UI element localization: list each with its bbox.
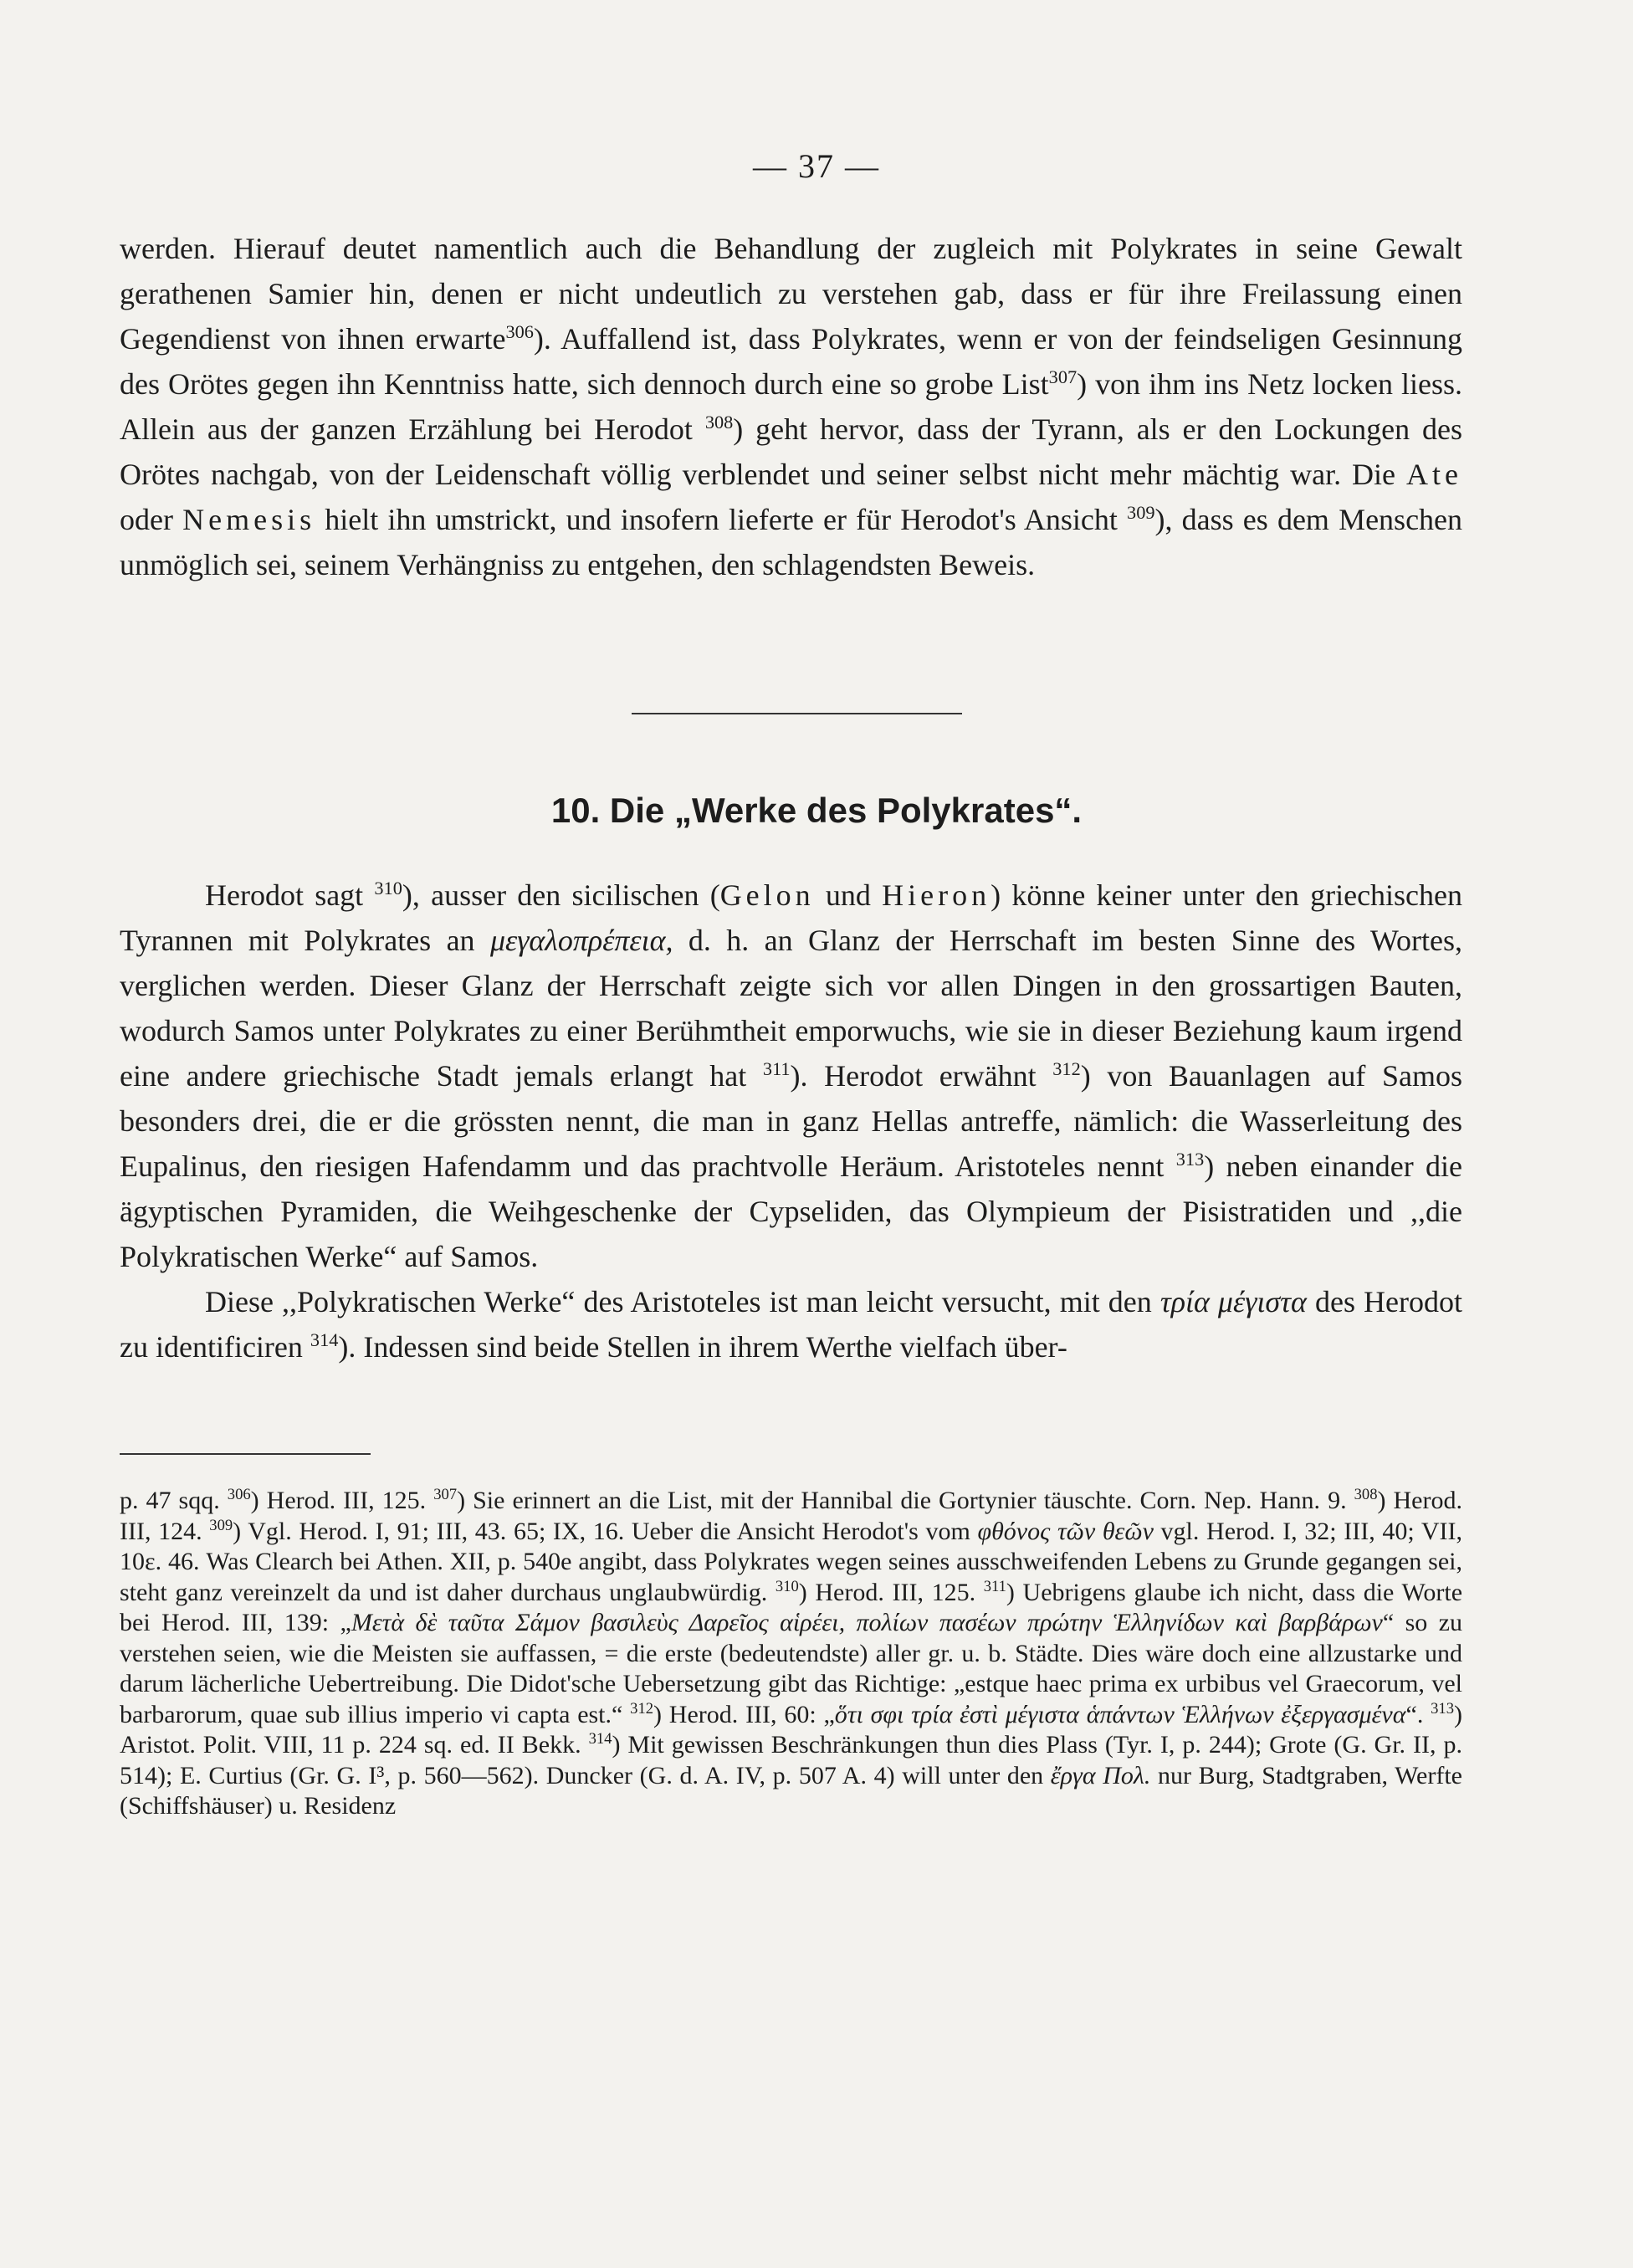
text-run: ), dass es dem Menschen unmöglich sei, seinem Verhängniss zu entgehen, den schlagendsten Beweis. (120, 503, 1463, 581)
text-run: des Herodot zu identificiren (120, 1285, 1462, 1364)
footnote-text (120, 1486, 1462, 1822)
text-run: ) Sie erinnert an die List, mit der Hannibal die Gortynier täuschte. Corn. Nep. Hann. 9. (457, 1487, 1347, 1514)
footnote-ref-313: 313 (1175, 1149, 1205, 1170)
text-run: werden. Hierauf deutet namentlich auch die Behandlung der zugleich mit Polykrates in seine Gewalt gerathenen Samier hin, denen er nicht undeutlich zu verstehen gab, dass er für ihre Freilassung einen Gegendienst von ihnen erwarte (120, 232, 1462, 356)
text-run: ) geht hervor, dass der Tyrann, als er den Lockungen des Orötes nachgab, von der Leidenschaft völlig verblendet und seiner selbst nicht mehr mächtig war. Die (120, 412, 1463, 491)
text-run: Herodot sagt (205, 878, 364, 912)
paragraph-herodot-sagt (120, 873, 1462, 1279)
text-run: ) Herod. III, 125. (798, 1578, 976, 1606)
footnote-number: 307 (433, 1486, 458, 1503)
section-heading: 10. Die „Werke des Polykrates“. (550, 791, 1083, 830)
footnote-ref-306: 306 (505, 321, 534, 342)
text-run: nur Burg, Stadtgraben, Werfte (Schiffshäuser) u. Residenz (120, 1761, 1462, 1820)
text-run: ) neben einander die ägyptischen Pyramiden, die Weihgeschenke der Cypseliden, das Olympieum der Pisistratiden und ,,die Polykratischen Werke“ auf Samos. (120, 1149, 1462, 1273)
section-separator-rule (632, 713, 962, 714)
text-run: hielt ihn umstrickt, und insofern lieferte er für Herodot's Ansicht (325, 503, 1118, 536)
footnote-number: 308 (1354, 1486, 1378, 1503)
paragraph-diese (120, 1279, 1462, 1370)
text-run: “ so zu verstehen seien, wie die Meisten sie auffassen, = die erste (bedeutendste) aller gr. u. b. Städte. Dies wäre doch eine allzustarke und darum lächerliche Uebertreibung. Die Didot'sche Uebersetzung gibt das Richtige: „estque haec prima ex urbibus vel Graecorum, vel barbarorum, quae sub illius imperio vi capta est.“ (120, 1609, 1462, 1728)
footnote-number: 314 (588, 1730, 612, 1748)
greek-term: τρία μέγιστα (1159, 1285, 1307, 1318)
footnote-ref-310: 310 (374, 878, 402, 898)
text-run: ) Aristot. Polit. VIII, 11 p. 224 sq. ed. II Bekk. (120, 1700, 1463, 1759)
greek-term: μεγαλοπρέπεια, (489, 924, 673, 957)
spaced-term-ate: Ate (1406, 458, 1462, 491)
text-run: vgl. Herod. I, 32; III, 40; VII, 10ε. 46. Was Clearch bei Athen. XII, p. 540e angibt, dass Polykrates wegen seines ausschweifenden Lebens zu Grunde gegangen sei, steht ganz vereinzelt da und ist daher durchaus unglaubwürdig. (120, 1517, 1462, 1606)
text-run: d. h. an Glanz der Herrschaft im besten Sinne des Wortes, verglichen werden. Dieser Glanz der Herrschaft zeigte sich vor allen Dingen in den grossartigen Bauten, wodurch Samos unter Polykrates zu einer Berühmtheit emporwuchs, wie sie in dieser Beziehung kaum irgend eine andere griechische Stadt jemals erlangt hat (120, 924, 1463, 1093)
footnote-number: 306 (227, 1486, 251, 1503)
text-run: ) Mit gewissen Beschränkungen thun dies Plass (Tyr. I, p. 244); Grote (G. Gr. II, p. 514); E. Curtius (Gr. G. I³, p. 560—562). Duncker (G. d. A. IV, p. 507 A. 4) will unter den (120, 1731, 1462, 1789)
greek-term: φθόνος τῶν θεῶν (977, 1517, 1154, 1545)
greek-term: ἔργα Πολ. (1050, 1761, 1151, 1789)
text-run: ). Indessen sind beide Stellen in ihrem Werthe vielfach über- (338, 1330, 1067, 1364)
text-run: ). Auffallend ist, dass Polykrates, wenn er von der feindseligen Gesinnung des Orötes gegen ihn Kenntniss hatte, sich dennoch durch eine so grobe List (120, 322, 1462, 401)
footnote-number: 310 (775, 1577, 799, 1595)
text-run: Diese ,,Polykratischen Werke“ des Aristoteles ist man leicht versucht, mit den (205, 1285, 1152, 1318)
footnote-ref-314: 314 (310, 1329, 339, 1350)
text-run: oder (120, 503, 173, 536)
text-run: ) von ihm ins Netz locken liess. Allein aus der ganzen Erzählung bei Herodot (120, 367, 1462, 446)
footnote-ref-307: 307 (1048, 366, 1078, 387)
footnote-number: 313 (1431, 1699, 1455, 1718)
footnote-number: 311 (983, 1577, 1006, 1595)
text-run: ) Herod. III, 125. (250, 1487, 427, 1514)
greek-term: ὅτι σφι τρία ἐστὶ μέγιστα ἁπάντων Ἑλλήνων ἐξεργασμένα (834, 1700, 1406, 1728)
text-run: ) Vgl. Herod. I, 91; III, 43. 65; IX, 16. Ueber die Ansicht Herodot's vom (233, 1517, 970, 1545)
footnote-rule (120, 1453, 371, 1455)
greek-term: Μετὰ δὲ ταῦτα Σάμον βασιλεὺς Δαρεῖος αἱρέει, πολίων πασέων πρώτην Ἑλληνίδων καὶ βαρβάρων (351, 1609, 1383, 1636)
text-run: ) könne keiner unter den griechischen Tyrannen mit Polykrates an (120, 878, 1463, 957)
text-run: und (825, 878, 871, 912)
text-run: ) Herod. III, 124. (120, 1487, 1462, 1545)
section-body (120, 873, 1462, 1370)
text-run: p. 47 sqq. (120, 1487, 220, 1514)
footnote-number: 309 (209, 1516, 233, 1534)
text-run: ) von Bauanlagen auf Samos besonders drei, die er die grössten nennt, die man in ganz Hellas antreffe, nämlich: die Wasserleitung des Eupalinus, den riesigen Hafendamm und das prachtvolle Heräum. Aristoteles nennt (120, 1059, 1463, 1183)
paragraph-werden (120, 226, 1462, 587)
text-run: “. (1405, 1700, 1424, 1728)
text-run: ). Herodot erwähnt (790, 1059, 1037, 1093)
footnote-ref-312: 312 (1052, 1058, 1081, 1079)
text-run: ), ausser den sicilischen ( (402, 878, 720, 912)
footnote-ref-309: 309 (1127, 502, 1155, 523)
footnote-ref-308: 308 (704, 412, 734, 433)
footnote-number: 312 (630, 1699, 654, 1718)
text-run: ) Herod. III, 60: „ (653, 1700, 835, 1728)
top-paragraph (120, 226, 1462, 587)
text-run: ) Uebrigens glaube ich nicht, dass die Worte bei Herod. III, 139: „ (120, 1578, 1463, 1636)
page-number: — 37 — (753, 147, 880, 185)
footnote-ref-311: 311 (762, 1058, 791, 1079)
spaced-term-nemesis: Nemesis (182, 503, 316, 536)
spaced-name-hieron: Hieron (882, 878, 991, 912)
spaced-name-gelon: Gelon (719, 878, 815, 912)
footnotes (120, 1486, 1462, 1822)
